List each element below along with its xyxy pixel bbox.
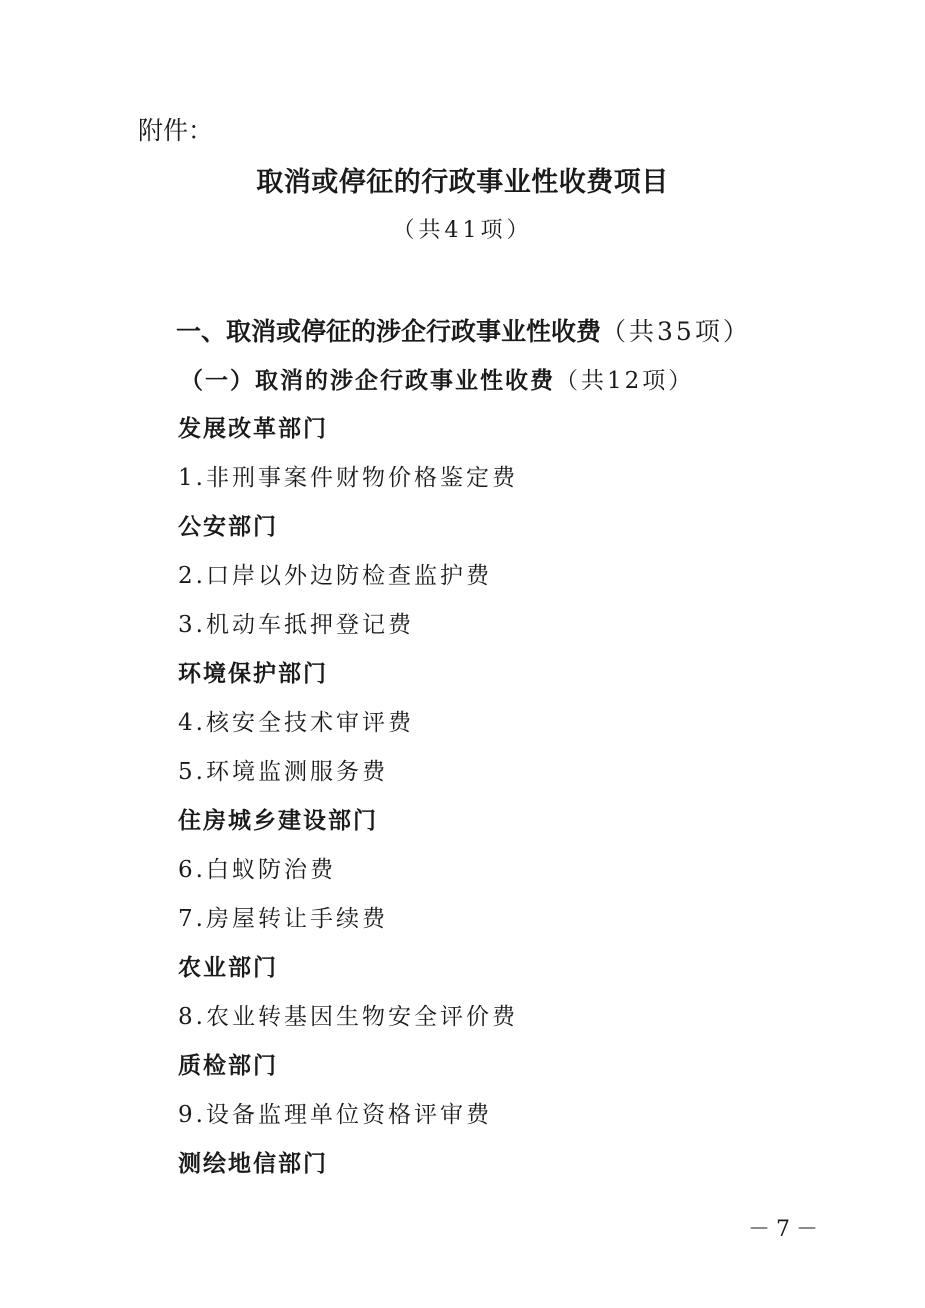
- document-subtitle: （共41项）: [392, 218, 533, 243]
- fee-item: 9.设备监理单位资格评审费: [178, 1102, 492, 1128]
- fee-item: 7.房屋转让手续费: [178, 906, 388, 932]
- document-title: 取消或停征的行政事业性收费项目: [256, 167, 669, 198]
- attachment-label: 附件：: [138, 116, 214, 145]
- fee-item: 2.口岸以外边防检查监护费: [178, 563, 492, 589]
- section-heading-text: 一、取消或停征的涉企行政事业性收费: [176, 317, 602, 346]
- department-heading: 住房城乡建设部门: [178, 807, 378, 834]
- department-heading: 环境保护部门: [178, 660, 328, 687]
- page-number: －7－: [748, 1217, 824, 1242]
- subsection-heading-count: （共12项）: [555, 368, 695, 394]
- department-heading: 发展改革部门: [178, 415, 328, 442]
- fee-item: 4.核安全技术审评费: [178, 710, 414, 736]
- department-heading: 测绘地信部门: [178, 1150, 328, 1177]
- fee-item: 1.非刑事案件财物价格鉴定费: [178, 465, 518, 491]
- department-heading: 农业部门: [178, 954, 278, 981]
- section-heading-count: （共35项）: [601, 317, 751, 346]
- fee-item: 3.机动车抵押登记费: [178, 612, 414, 638]
- department-heading: 质检部门: [178, 1052, 278, 1079]
- fee-item: 8.农业转基因生物安全评价费: [178, 1004, 518, 1030]
- fee-item: 5.环境监测服务费: [178, 759, 388, 785]
- fee-item: 6.白蚁防治费: [178, 857, 336, 883]
- subsection-heading-text: （一）取消的涉企行政事业性收费: [180, 367, 555, 394]
- subsection-heading: [180, 366, 694, 396]
- section-heading: [176, 317, 751, 347]
- department-heading: 公安部门: [178, 513, 278, 540]
